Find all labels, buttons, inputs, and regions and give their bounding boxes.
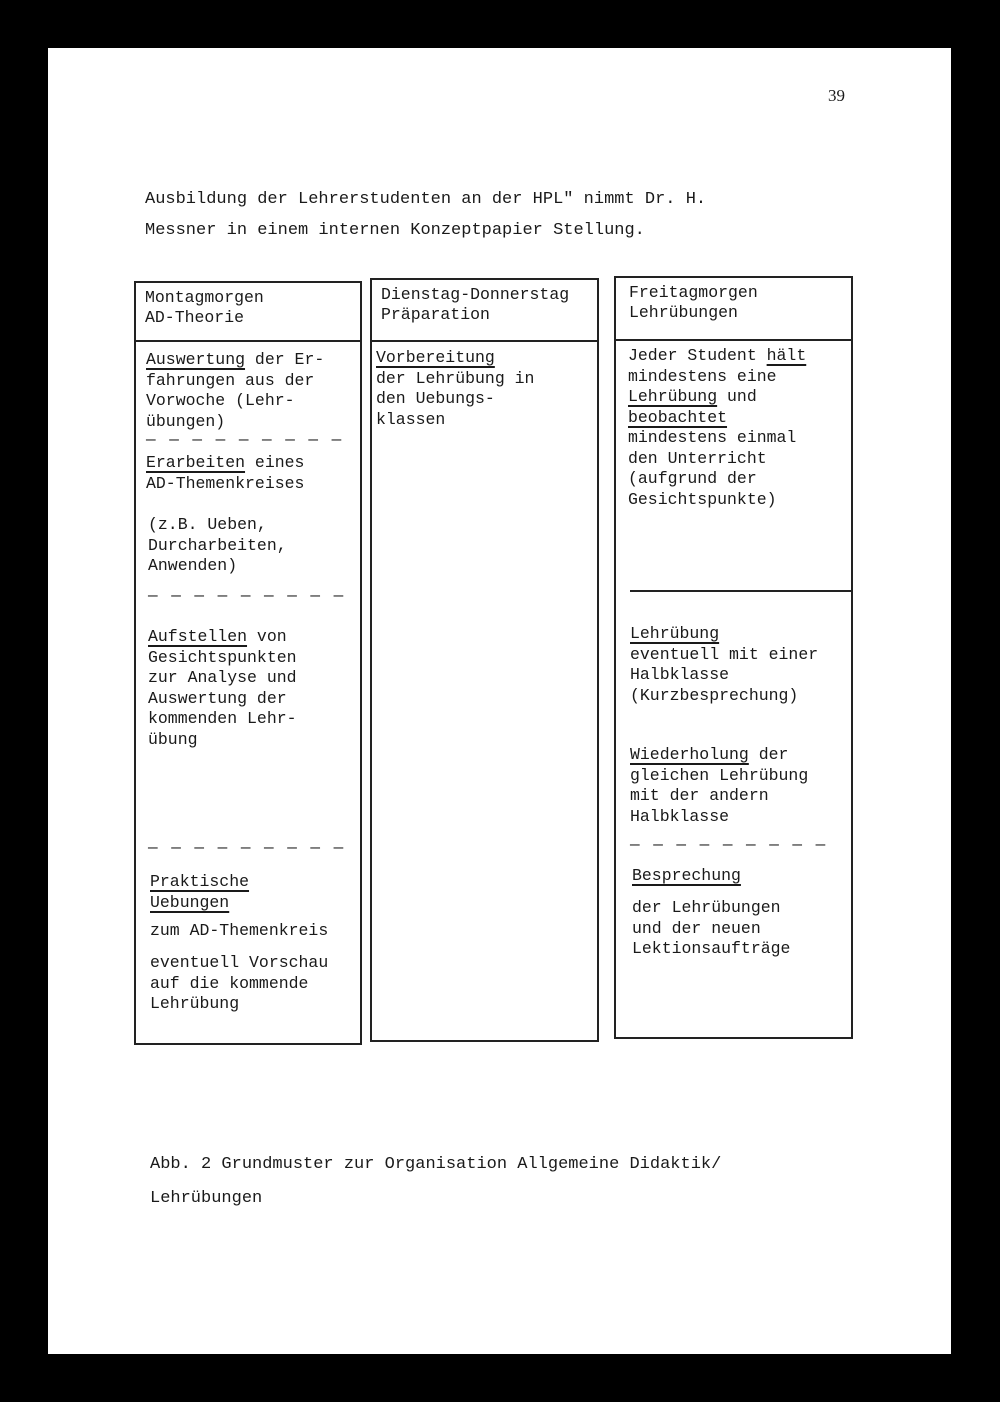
column-friday [614,276,853,1039]
intro-line-2: Messner in einem internen Konzeptpapier Stellung. [145,221,645,240]
text-block: Wiederholung der gleichen Lehrübung mit der andern Halbklasse [630,745,809,826]
dashed-divider: — — — — — — — — — [146,431,344,449]
text-block: der Lehrübungen und der neuen Lektionsaufträge [632,898,791,958]
column-header: Montagmorgen AD-Theorie [136,283,360,342]
column-tuesday-thursday [370,278,599,1042]
text-block: eventuell Vorschau auf die kommende Lehrübung [150,953,329,1013]
column-header: Freitagmorgen Lehrübungen [616,278,851,341]
text-block: Auswertung der Er- fahrungen aus der Vorwoche (Lehr- übungen) [146,350,325,431]
text-block: Besprechung [632,866,741,885]
text-block: Jeder Student hält mindestens eine Lehrübung und beobachtet mindestens einmal den Unterricht (aufgrund der Gesichtspunkte) [628,346,807,509]
figure-caption [150,1148,721,1216]
caption-line-1: Abb. 2 Grundmuster zur Organisation Allgemeine Didaktik/ [150,1155,722,1174]
text-block: Lehrübung eventuell mit einer Halbklasse (Kurzbesprechung) [630,624,819,705]
text-block: Aufstellen von Gesichtspunkten zur Analyse und Auswertung der kommenden Lehr- übung [148,627,297,749]
intro-line-1: Ausbildung der Lehrerstudenten an der HPL" nimmt Dr. H. [145,190,707,209]
dashed-divider: — — — — — — — — — [148,587,346,605]
page-number: 39 [828,86,845,105]
dashed-divider: — — — — — — — — — [148,839,346,857]
text-block: (z.B. Ueben, Durcharbeiten, Anwenden) [148,515,287,575]
horizontal-divider [630,590,853,592]
intro-paragraph [145,184,706,246]
column-monday [134,281,362,1045]
document-page [48,48,951,1354]
caption-line-2: Lehrübungen [150,1189,263,1208]
dashed-divider: — — — — — — — — — [630,836,828,854]
text-block: zum AD-Themenkreis [150,921,329,940]
text-block: Vorbereitung der Lehrübung in den Uebungs- klassen [376,348,535,429]
text-block: Praktische Uebungen [150,872,250,912]
text-block: Erarbeiten eines AD-Themenkreises [146,453,305,493]
column-header: Dienstag-Donnerstag Präparation [372,280,597,342]
